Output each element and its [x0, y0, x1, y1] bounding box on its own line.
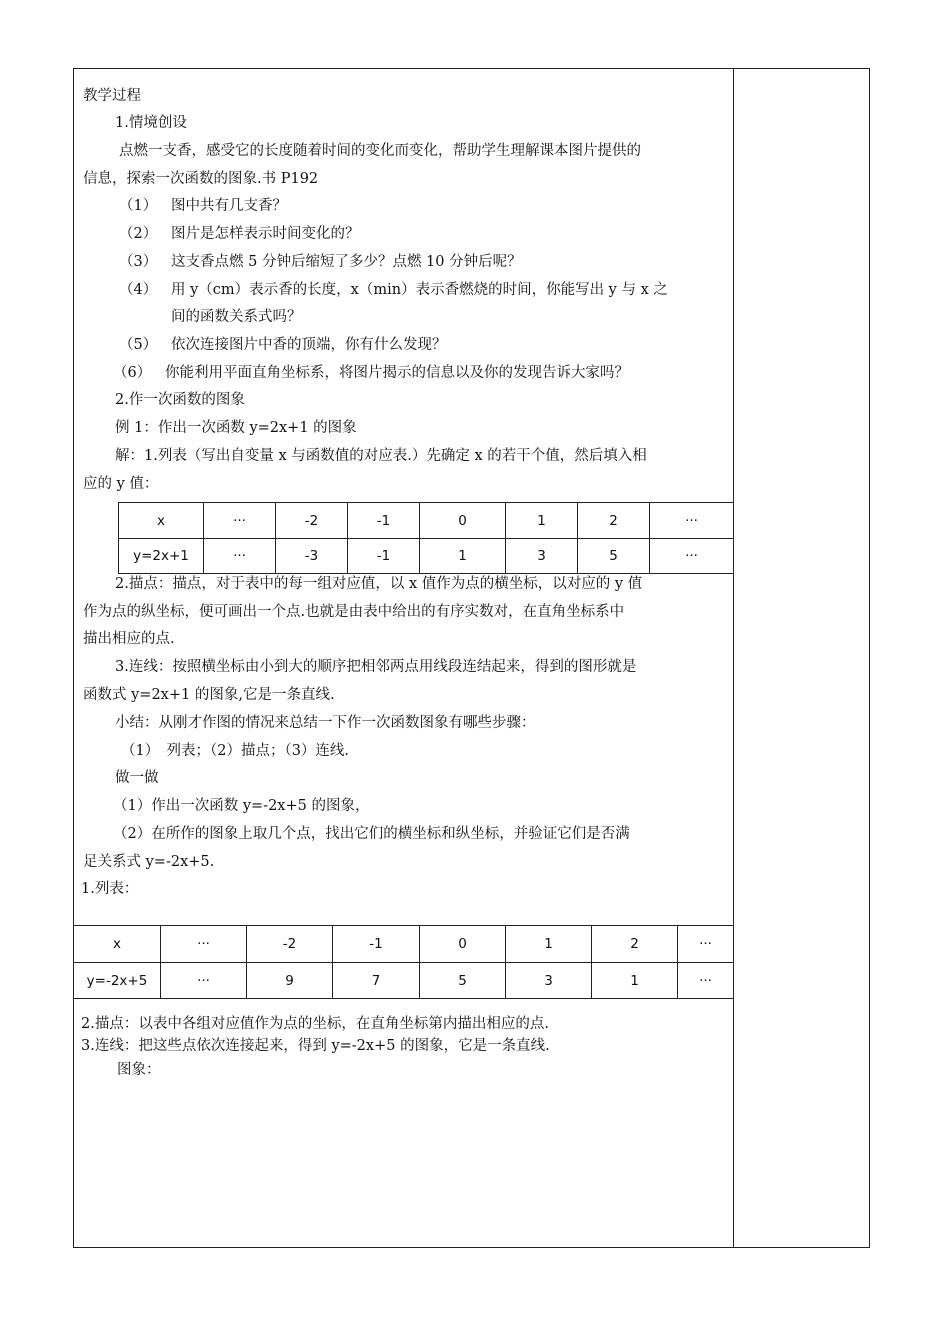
try-it-heading: 做一做	[115, 770, 159, 786]
plot-line-2: 作为点的纵坐标，便可画出一个点.也就是由表中给出的有序实数对，在直角坐标系中	[83, 604, 625, 620]
solution-line-2: 应的 y 值：	[83, 476, 159, 492]
question-4	[83, 280, 668, 300]
table-cell: ···	[678, 963, 734, 999]
table-cell: 2	[578, 503, 650, 539]
plot-line-3: 描出相应的点.	[83, 631, 175, 647]
notes-column-divider	[733, 68, 734, 1248]
table-cell: 7	[333, 963, 420, 999]
table-cell: -1	[333, 926, 420, 963]
table-cell: -2	[247, 926, 333, 963]
table-cell: 0	[420, 926, 506, 963]
plot-2: 2.描点：以表中各组对应值作为点的坐标，在直角坐标第内描出相应的点.	[81, 1016, 549, 1032]
table-cell: -1	[348, 503, 420, 539]
table-cell: 1	[592, 963, 678, 999]
table-cell: ···	[204, 539, 276, 574]
list-heading: 1.列表：	[81, 881, 139, 897]
graph-heading: 2.作一次函数的图象	[115, 392, 245, 408]
table-cell: ···	[204, 503, 276, 539]
try-it-2-line-1: （2）在所作的图象上取几个点，找出它们的横坐标和纵坐标，并验证它们是否满	[113, 826, 630, 842]
table-cell: 3	[506, 963, 592, 999]
steps-line: （1） 列表；（2）描点；（3）连线.	[121, 743, 350, 759]
value-table-2	[73, 925, 734, 999]
table-cell: y=2x+1	[119, 539, 204, 574]
table-row	[74, 963, 734, 999]
table-cell: ···	[650, 539, 734, 574]
question-3	[83, 252, 522, 272]
question-2	[83, 224, 360, 244]
table-cell: 5	[578, 539, 650, 574]
section-title: 教学过程	[83, 88, 141, 104]
table-cell: 5	[420, 963, 506, 999]
intro-line-1: 点燃一支香，感受它的长度随着时间的变化而变化，帮助学生理解课本图片提供的	[119, 143, 641, 159]
situation-heading: 1.情境创设	[115, 115, 187, 131]
connect-line-2: 函数式 y=2x+1 的图象,它是一条直线.	[83, 687, 335, 703]
table-cell: 1	[506, 503, 578, 539]
table-cell: 2	[592, 926, 678, 963]
connect-2: 3.连线：把这些点依次连接起来，得到 y=-2x+5 的图象，它是一条直线.	[81, 1038, 550, 1054]
table-cell: ···	[161, 926, 247, 963]
table-cell: -1	[348, 539, 420, 574]
question-num: （2）	[119, 226, 158, 242]
table-row	[74, 926, 734, 963]
question-text: 这支香点燃 5 分钟后缩短了多少？点燃 10 分钟后呢？	[171, 254, 522, 270]
table-cell: x	[119, 503, 204, 539]
question-num: （1）	[119, 198, 158, 214]
question-text: 用 y（cm）表示香的长度，x（min）表示香燃烧的时间，你能写出 y 与 x 之	[171, 282, 668, 298]
question-1	[83, 196, 287, 216]
table-cell: ···	[161, 963, 247, 999]
graph-label: 图象：	[117, 1062, 161, 1078]
table-cell: 9	[247, 963, 333, 999]
table-cell: 0	[420, 503, 506, 539]
question-num: （3）	[119, 254, 158, 270]
question-text: 图片是怎样表示时间变化的？	[171, 226, 360, 242]
try-it-1: （1）作出一次函数 y=-2x+5 的图象，	[113, 798, 370, 814]
table-cell: -3	[276, 539, 348, 574]
question-num: （5）	[119, 337, 158, 353]
table-cell: 1	[420, 539, 506, 574]
table-cell: ···	[678, 926, 734, 963]
plot-line-1: 2.描点：描点，对于表中的每一组对应值，以 x 值作为点的横坐标，以对应的 y 值	[115, 576, 643, 592]
table-cell: x	[74, 926, 161, 963]
table-cell: ···	[650, 503, 734, 539]
table-cell: 3	[506, 539, 578, 574]
connect-line-1: 3.连线：按照横坐标由小到大的顺序把相邻两点用线段连结起来，得到的图形就是	[115, 659, 637, 675]
solution-line-1: 解：1.列表（写出自变量 x 与函数值的对应表.）先确定 x 的若干个值，然后填入相	[115, 448, 647, 464]
question-num: （6）	[113, 365, 152, 381]
value-table-1	[118, 502, 734, 574]
table-row	[119, 503, 734, 539]
table-cell: -2	[276, 503, 348, 539]
question-text: 图中共有几支香？	[171, 198, 287, 214]
try-it-2-line-2: 足关系式 y=-2x+5.	[83, 854, 215, 870]
question-4-cont: 间的函数关系式吗？	[171, 309, 302, 325]
question-text: 你能利用平面直角坐标系，将图片揭示的信息以及你的发现告诉大家吗？	[165, 365, 629, 381]
table-row	[119, 539, 734, 574]
question-6	[83, 363, 629, 383]
question-5	[83, 335, 447, 355]
table-cell: y=-2x+5	[74, 963, 161, 999]
question-text: 依次连接图片中香的顶端，你有什么发现？	[171, 337, 447, 353]
intro-line-2: 信息，探索一次函数的图象.书 P192	[83, 171, 319, 187]
summary-line: 小结：从刚才作图的情况来总结一下作一次函数图象有哪些步骤：	[115, 715, 536, 731]
question-num: （4）	[119, 282, 158, 298]
table-cell: 1	[506, 926, 592, 963]
example-1: 例 1：作出一次函数 y=2x+1 的图象	[115, 420, 357, 436]
